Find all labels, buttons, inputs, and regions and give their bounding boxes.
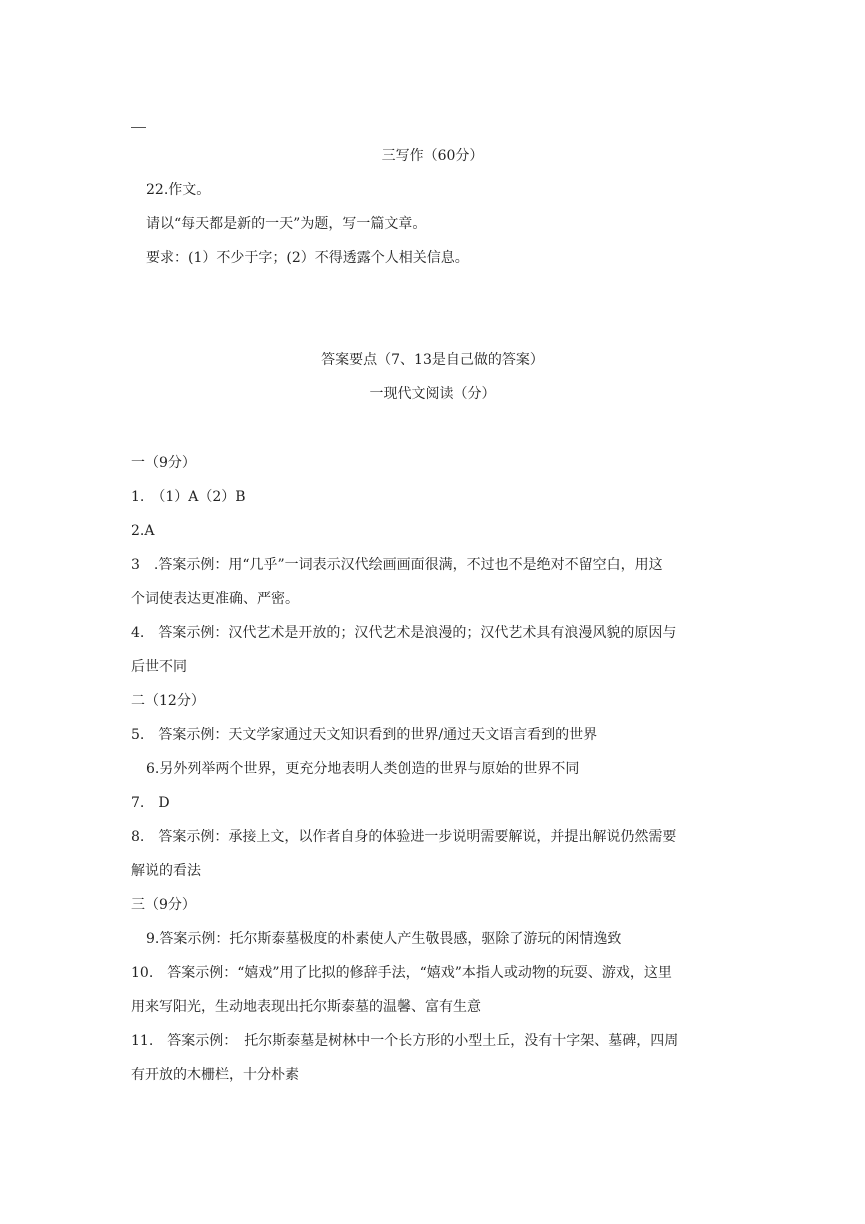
answer-3-line1: 3 .答案示例：用“几乎”一词表示汉代绘画画面很满，不过也不是绝对不留空白，用这 (131, 557, 663, 573)
top-dash-mark (131, 127, 146, 128)
part2-header: 二（12分） (131, 693, 205, 709)
question-22-prompt: 请以“每天都是新的一天”为题，写一篇文章。 (146, 216, 427, 232)
part1-header: 一（9分） (131, 455, 196, 471)
part3-header: 三（9分） (131, 897, 196, 913)
writing-section-title: 三写作（60分） (381, 148, 484, 164)
answers-section1-title: 一现代文阅读（分） (369, 386, 496, 402)
answer-2: 2.A (131, 523, 155, 539)
answer-10-line1: 10. 答案示例：“嬉戏”用了比拟的修辞手法，“嬉戏”本指人或动物的玩耍、游戏，这里 (131, 965, 672, 981)
answer-3-line2: 个词使表达更准确、严密。 (131, 591, 299, 607)
answer-11-line1: 11. 答案示例： 托尔斯泰墓是树林中一个长方形的小型土丘，没有十字架、墓碑，四周 (131, 1033, 679, 1049)
answer-9: 9.答案示例：托尔斯泰墓极度的朴素使人产生敬畏感，驱除了游玩的闲情逸致 (146, 931, 622, 947)
answer-8-line1: 8. 答案示例：承接上文，以作者自身的体验进一步说明需要解说，并提出解说仍然需要 (131, 829, 677, 845)
answer-5: 5. 答案示例：天文学家通过天文知识看到的世界/通过天文语言看到的世界 (131, 727, 598, 743)
answer-11-line2: 有开放的木栅栏，十分朴素 (131, 1067, 299, 1083)
answer-10-line2: 用来写阳光，生动地表现出托尔斯泰墓的温馨、富有生意 (131, 999, 481, 1015)
answer-6: 6.另外列举两个世界，更充分地表明人类创造的世界与原始的世界不同 (146, 761, 580, 777)
answer-1: 1. （1）A（2）B (131, 489, 246, 505)
answer-4-line2: 后世不同 (131, 659, 187, 675)
answer-4-line1: 4. 答案示例：汉代艺术是开放的；汉代艺术是浪漫的；汉代艺术具有浪漫风貌的原因与 (131, 625, 677, 641)
question-22-label: 22.作文。 (146, 182, 211, 198)
answers-title: 答案要点（7、13是自己做的答案） (321, 352, 544, 368)
answer-8-line2: 解说的看法 (131, 863, 201, 879)
question-22-requirements: 要求：(1）不少于字；(2）不得透露个人相关信息。 (146, 250, 469, 266)
answer-7: 7. D (131, 795, 170, 811)
